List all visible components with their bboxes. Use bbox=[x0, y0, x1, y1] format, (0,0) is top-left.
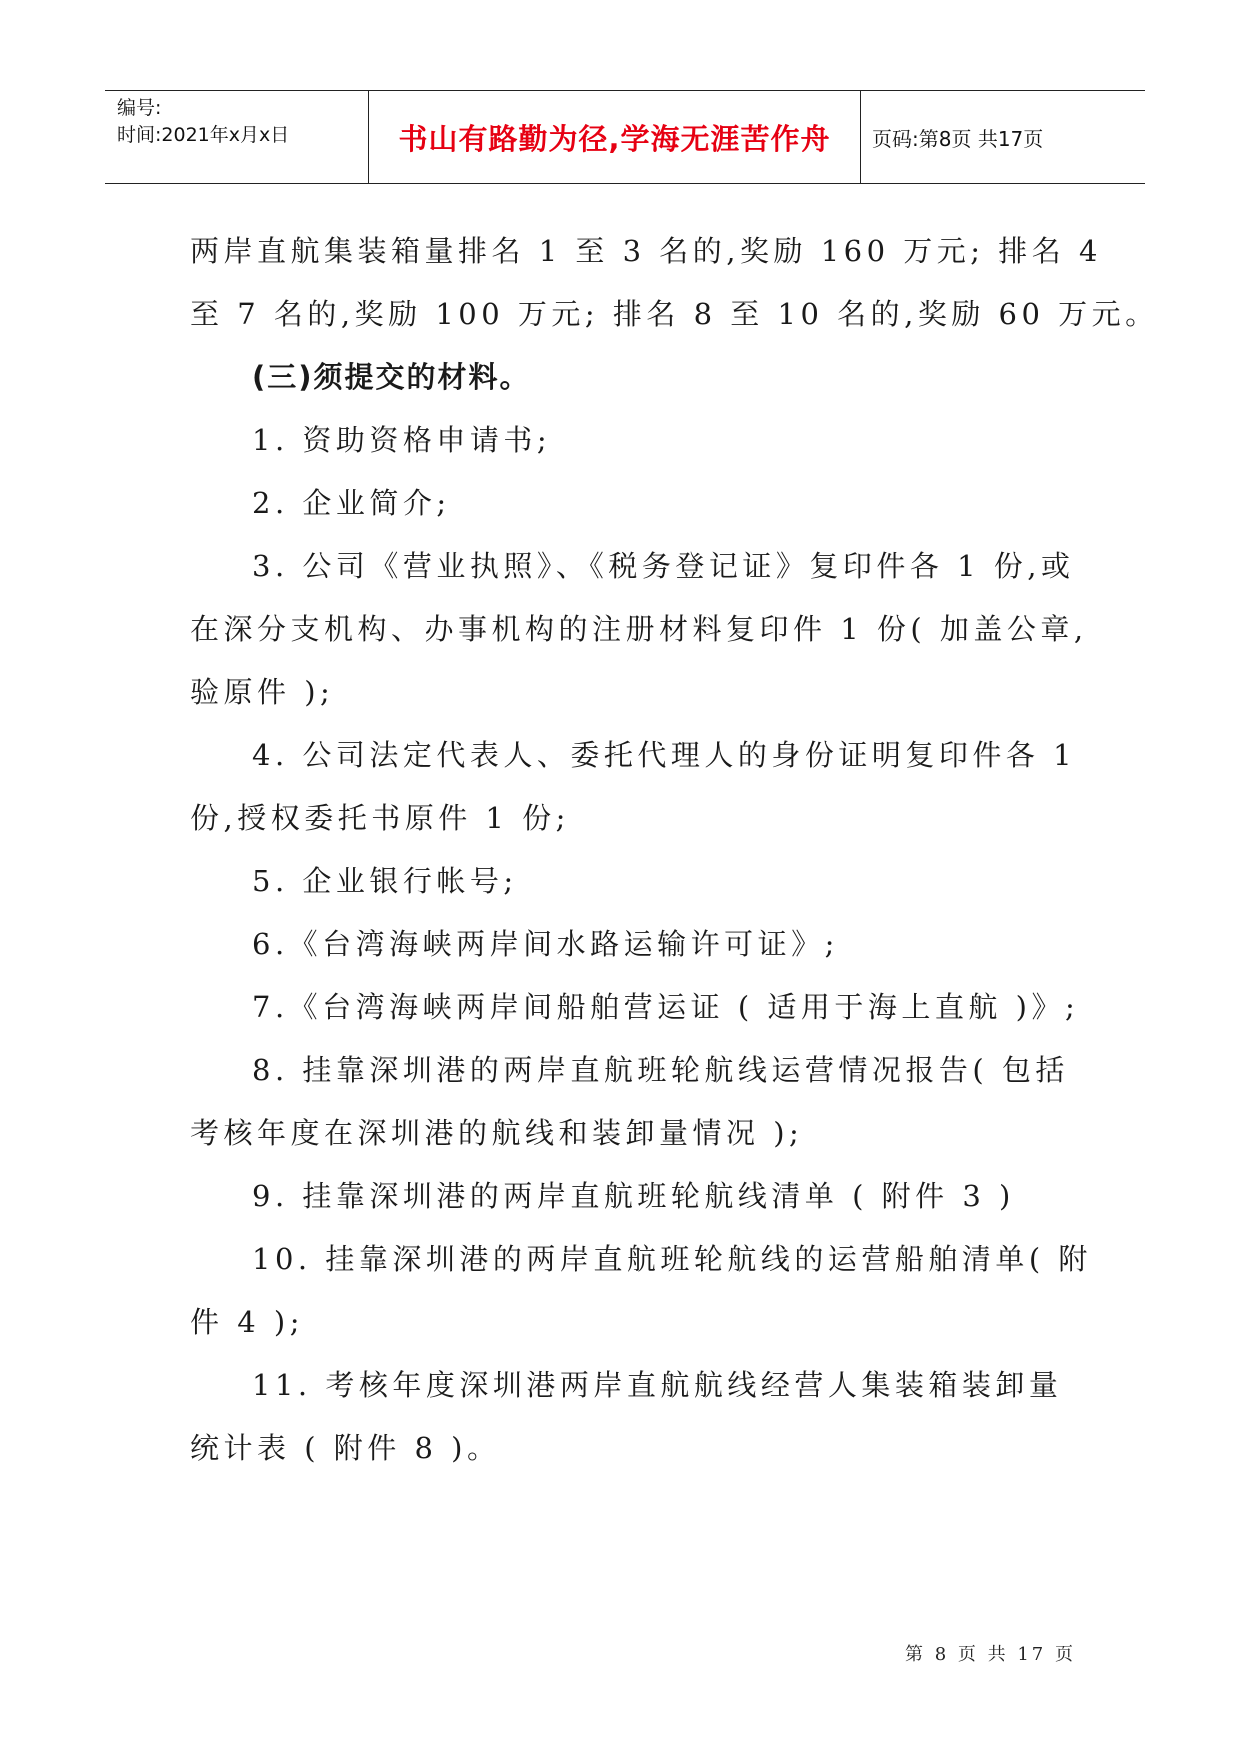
page-header bbox=[105, 90, 1145, 184]
list-item: 8. 挂靠深圳港的两岸直航班轮航线运营情况报告( 包括 bbox=[252, 1053, 1069, 1087]
header-meta bbox=[117, 95, 372, 179]
body-line: 两岸直航集装箱量排名 1 至 3 名的,奖励 160 万元; 排名 4 bbox=[190, 234, 1102, 268]
list-item: 6.《台湾海峡两岸间水路运输许可证》; bbox=[252, 927, 839, 961]
document-body bbox=[190, 220, 1159, 1480]
list-item: 3. 公司《营业执照》、《税务登记证》复印件各 1 份,或 bbox=[252, 549, 1075, 583]
list-item: 11. 考核年度深圳港两岸直航航线经营人集装箱装卸量 bbox=[252, 1368, 1063, 1402]
list-item-continuation: 验原件 ); bbox=[190, 675, 335, 709]
page-footer: 第 8 页 共 17 页 bbox=[905, 1644, 1076, 1665]
document-time-label: 时间:2021年x月x日 bbox=[117, 124, 290, 146]
list-item: 5. 企业银行帐号; bbox=[252, 864, 518, 898]
list-item: 7.《台湾海峡两岸间船舶营运证 ( 适用于海上直航 )》; bbox=[252, 990, 1080, 1024]
header-motto: 书山有路勤为径,学海无涯苦作舟 bbox=[398, 121, 831, 156]
list-item: 9. 挂靠深圳港的两岸直航班轮航线清单 ( 附件 3 ) bbox=[252, 1179, 1015, 1213]
body-line: 至 7 名的,奖励 100 万元; 排名 8 至 10 名的,奖励 60 万元。 bbox=[190, 297, 1159, 331]
list-item-continuation: 件 4 ); bbox=[190, 1305, 304, 1339]
list-item: 1. 资助资格申请书; bbox=[252, 423, 552, 457]
list-item-continuation: 统计表 ( 附件 8 )。 bbox=[190, 1431, 501, 1465]
header-divider bbox=[860, 91, 861, 183]
list-item: 10. 挂靠深圳港的两岸直航班轮航线的运营船舶清单( 附 bbox=[252, 1242, 1092, 1276]
list-item-continuation: 份,授权委托书原件 1 份; bbox=[190, 801, 570, 835]
document-number-label: 编号: bbox=[117, 97, 162, 119]
list-item: 4. 公司法定代表人、委托代理人的身份证明复印件各 1 bbox=[252, 738, 1077, 772]
list-item: 2. 企业简介; bbox=[252, 486, 451, 520]
list-item-continuation: 考核年度在深圳港的航线和装卸量情况 ); bbox=[190, 1116, 804, 1150]
header-page-info: 页码:第8页 共17页 bbox=[872, 126, 1044, 151]
section-heading: (三)须提交的材料。 bbox=[252, 360, 531, 394]
list-item-continuation: 在深分支机构、办事机构的注册材料复印件 1 份( 加盖公章, bbox=[190, 612, 1088, 646]
